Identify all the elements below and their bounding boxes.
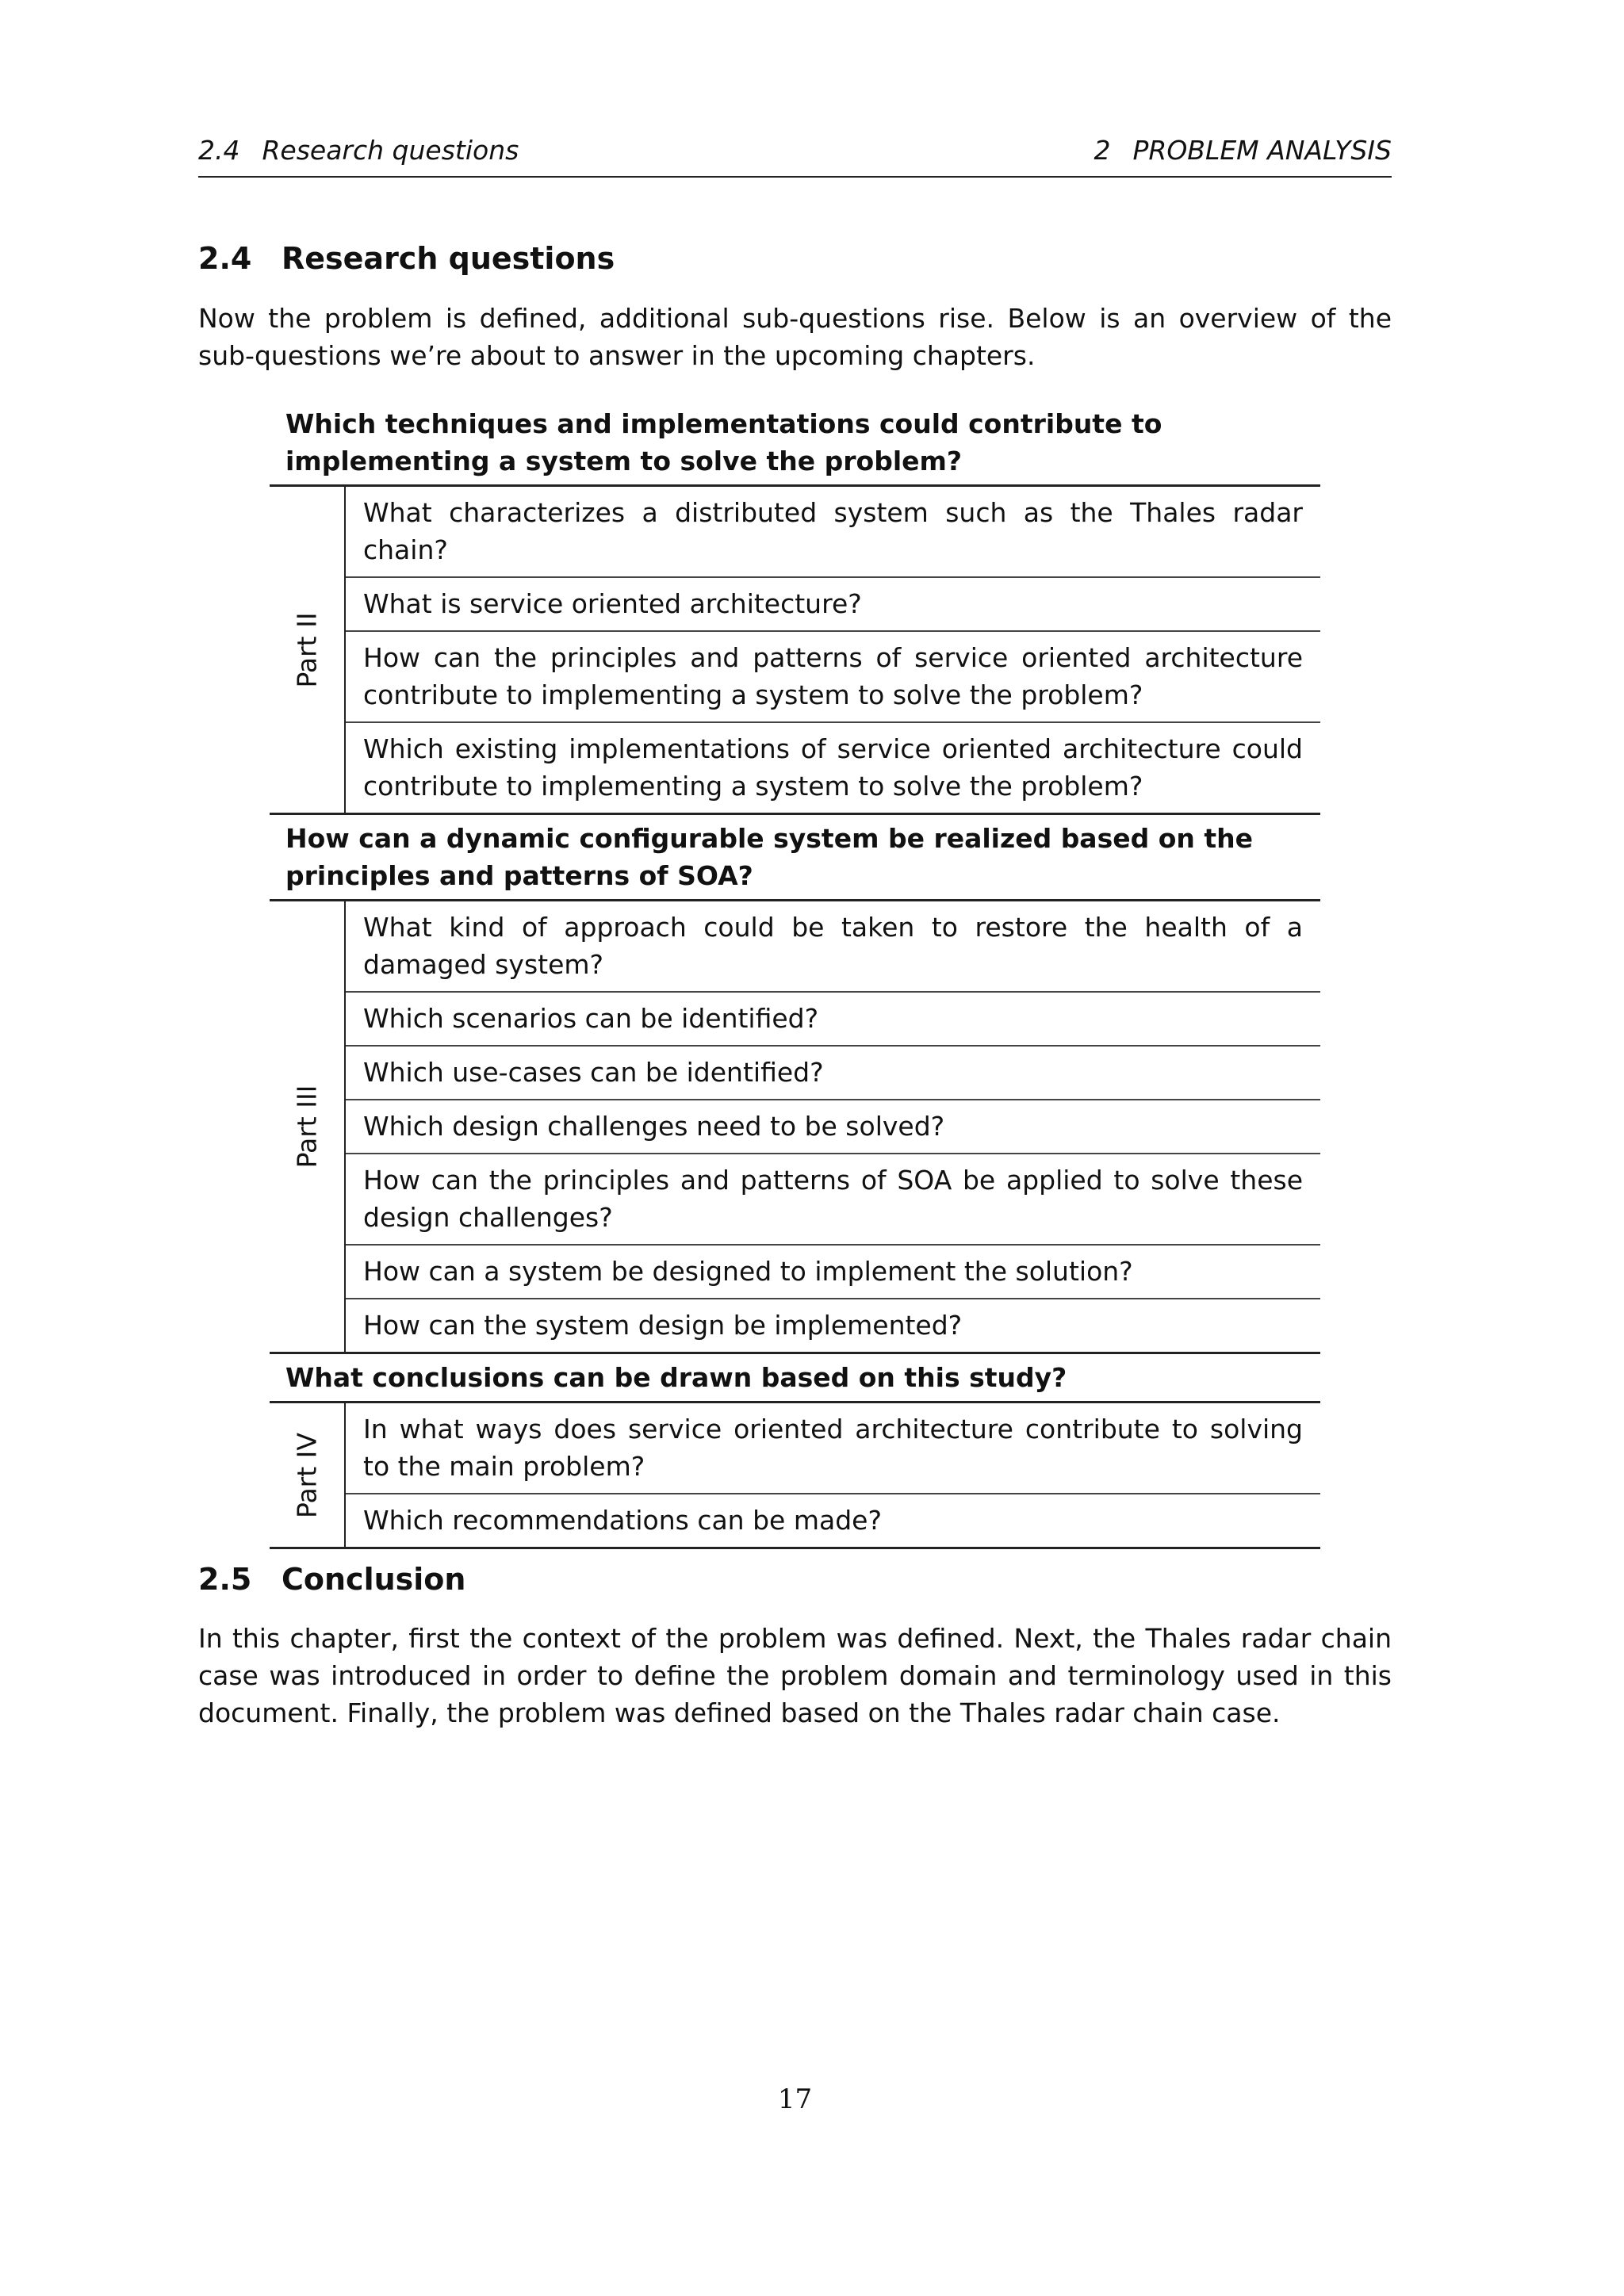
section-heading-research-questions xyxy=(198,241,615,276)
section-number: 2.5 xyxy=(198,1562,252,1597)
running-header-chapter-title: PROBLEM ANALYSIS xyxy=(1132,135,1392,166)
sub-question-list xyxy=(346,1403,1320,1547)
sub-question: How can the principles and patterns of service oriented architecture contribute to implementing a system to solve the problem? xyxy=(346,632,1320,723)
section-number: 2.4 xyxy=(198,241,252,276)
sub-question: What kind of approach could be taken to restore the health of a damaged system? xyxy=(346,901,1320,993)
conclusion-paragraph: In this chapter, first the context of the problem was defined. Next, the Thales radar chain case was introduced in order to define the problem domain and terminology used in this document. Finally, the problem was defined based on the Thales radar chain case. xyxy=(198,1623,1392,1728)
running-header-section-title: Research questions xyxy=(262,135,519,166)
research-question-group xyxy=(270,400,1320,815)
main-question: Which techniques and implementations could contribute to implementing a system to solve the problem? xyxy=(270,400,1320,487)
running-header-section-number: 2.4 xyxy=(198,135,240,166)
part-label-column xyxy=(270,901,346,1352)
part-section xyxy=(270,901,1320,1354)
running-header xyxy=(198,135,1392,178)
sub-question: What is service oriented architecture? xyxy=(346,578,1320,632)
page-number: 17 xyxy=(777,2084,813,2115)
section-title: Research questions xyxy=(282,241,615,276)
sub-question: How can the principles and patterns of SOA be applied to solve these design challenges? xyxy=(346,1154,1320,1246)
running-header-left xyxy=(198,135,519,166)
part-label-column xyxy=(270,487,346,813)
part-label: Part II xyxy=(291,611,323,688)
part-section xyxy=(270,487,1320,815)
sub-question: Which use-cases can be identified? xyxy=(346,1047,1320,1100)
sub-question: Which recommendations can be made? xyxy=(363,1505,882,1536)
research-questions-table xyxy=(270,400,1320,1549)
main-question: How can a dynamic configurable system be realized based on the principles and patterns of SOA? xyxy=(270,815,1320,901)
sub-question: What characterizes a distributed system such as the Thales radar chain? xyxy=(346,487,1320,578)
part-section xyxy=(270,1403,1320,1549)
part-label-column xyxy=(270,1403,346,1547)
sub-question: Which design challenges need to be solved? xyxy=(346,1100,1320,1154)
running-header-chapter-number: 2 xyxy=(1094,135,1111,166)
section-heading-conclusion xyxy=(198,1562,465,1597)
sub-question-list xyxy=(346,901,1320,1352)
part-label: Part IV xyxy=(291,1432,323,1518)
sub-question: In what ways does service oriented architecture contribute to solving to the main problem? xyxy=(346,1403,1320,1494)
sub-question: How can the system design be implemented? xyxy=(363,1310,963,1341)
running-header-right xyxy=(1094,135,1392,166)
research-question-group xyxy=(270,1354,1320,1549)
research-intro-paragraph: Now the problem is defined, additional sub-questions rise. Below is an overview of the sub-questions we’re about to answer in the upcoming chapters. xyxy=(198,303,1392,371)
main-question: What conclusions can be drawn based on this study? xyxy=(270,1354,1320,1403)
section-title: Conclusion xyxy=(282,1562,466,1597)
sub-question: Which existing implementations of service oriented architecture could contribute to implementing a system to solve the problem? xyxy=(363,733,1303,802)
part-label: Part III xyxy=(291,1085,323,1169)
sub-question-list xyxy=(346,487,1320,813)
research-question-group xyxy=(270,815,1320,1354)
sub-question: Which scenarios can be identified? xyxy=(346,993,1320,1047)
sub-question: How can a system be designed to implement the solution? xyxy=(346,1246,1320,1299)
